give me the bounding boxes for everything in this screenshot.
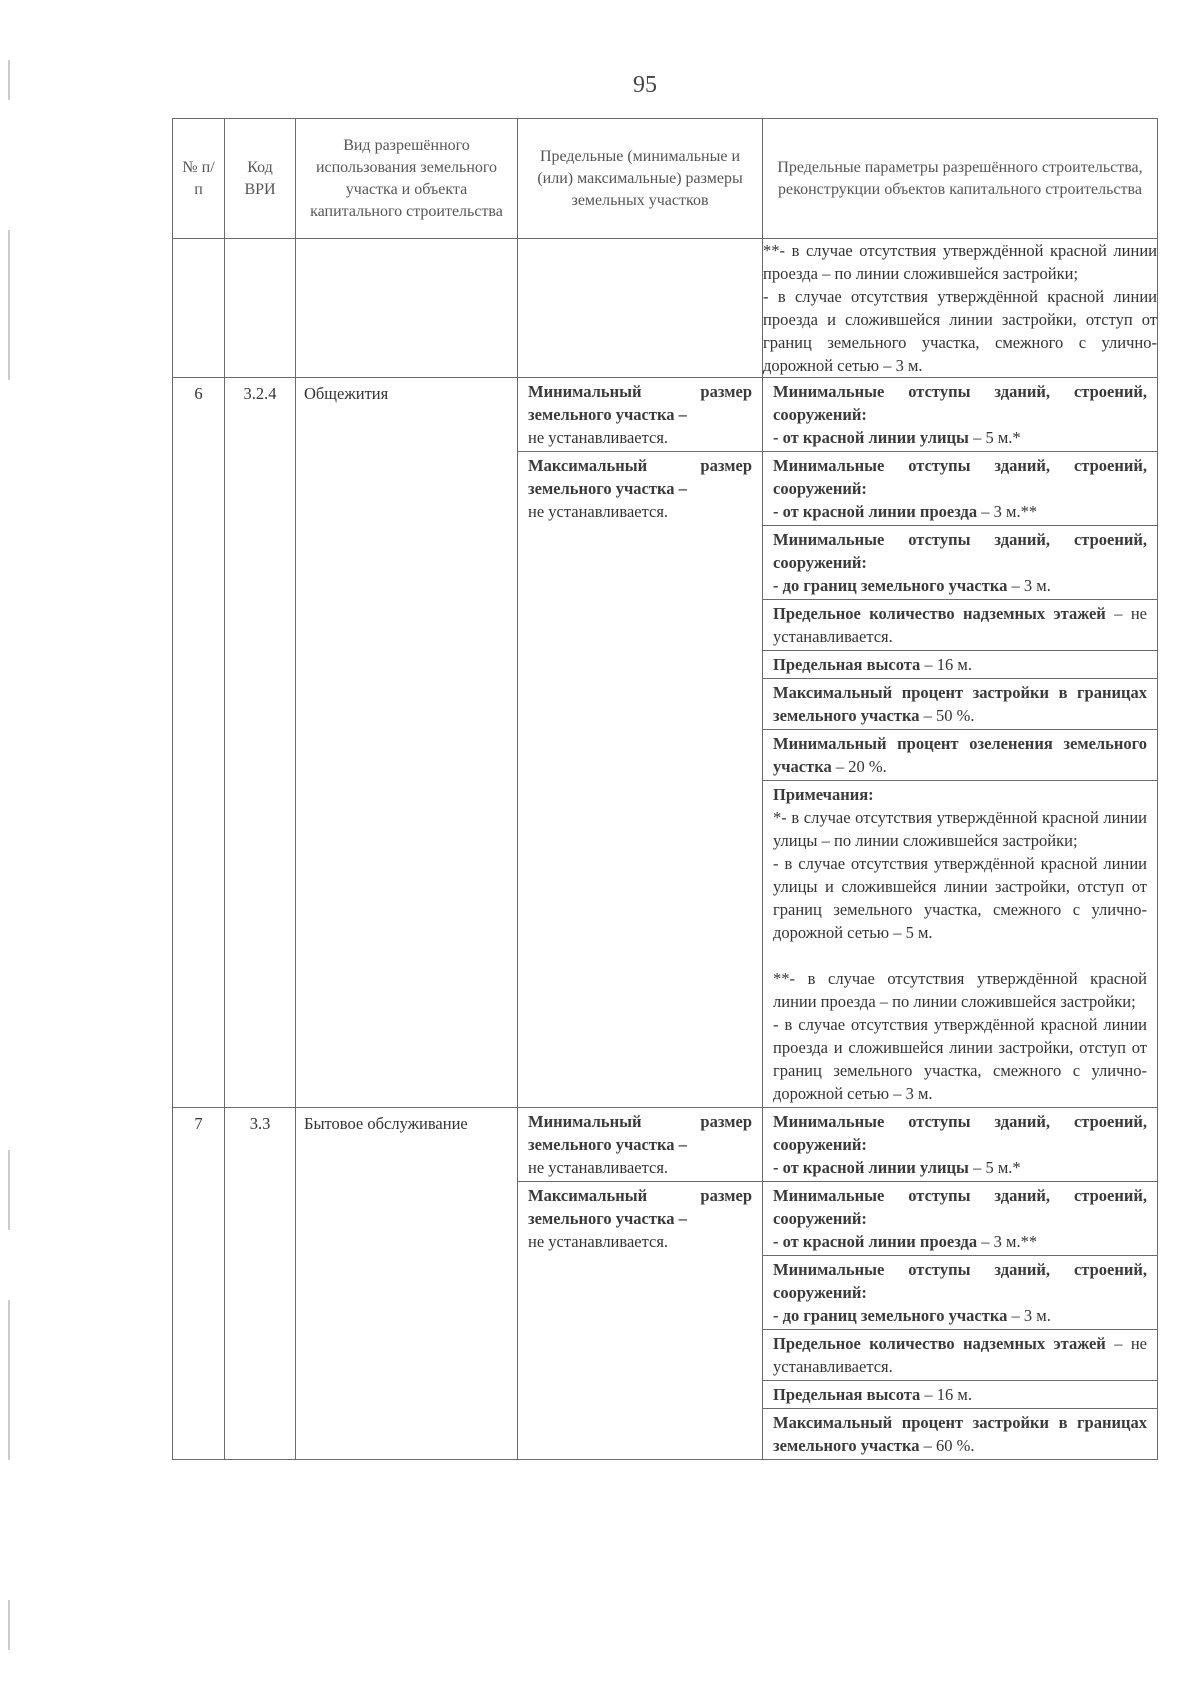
- param-item: Минимальные отступы зданий, строений, сооружений: - до границ земельного участка – 3 м.: [763, 1255, 1157, 1329]
- param-item: Минимальный процент озеленения земельного участка – 20 %.: [763, 729, 1157, 780]
- row-use-name: Общежития: [296, 378, 518, 1108]
- table-row-continuation: [173, 239, 1158, 378]
- row-plot-sizes: [518, 378, 763, 1108]
- size-item: [518, 378, 762, 451]
- row-number: 7: [173, 1108, 225, 1460]
- scan-edge-mark: [8, 60, 10, 100]
- param-item: Максимальный процент застройки в границах земельного участка – 50 %.: [763, 678, 1157, 729]
- param-item: Предельное количество надземных этажей – не устанавливается.: [763, 599, 1157, 650]
- param-item: Минимальные отступы зданий, строений, сооружений: - от красной линии улицы – 5 м.*: [773, 382, 1147, 447]
- size-label: Минимальный размер земельного участка –: [528, 1112, 752, 1154]
- scan-edge-mark: [8, 1300, 10, 1460]
- notes-block: [763, 780, 1157, 1107]
- size-label: Максимальный размер земельного участка –: [528, 1186, 752, 1228]
- row-build-params: [763, 1108, 1158, 1460]
- scan-edge-mark: [8, 1600, 10, 1650]
- header-code: Код ВРИ: [225, 119, 296, 239]
- header-build-params: Предельные параметры разрешённого строительства, реконструкции объектов капитального строительства: [763, 119, 1158, 239]
- param-item: Предельная высота – 16 м.: [763, 1380, 1157, 1408]
- size-item: [518, 1108, 762, 1181]
- param-item: Максимальный процент застройки в границах земельного участка – 60 %.: [763, 1408, 1157, 1459]
- param-item: Минимальные отступы зданий, строений, сооружений: - от красной линии проезда – 3 м.**: [763, 451, 1157, 525]
- row-use-name: Бытовое обслуживание: [296, 1108, 518, 1460]
- table-row: [173, 378, 1158, 1108]
- size-value: не устанавливается.: [528, 502, 669, 521]
- row-code: 3.3: [225, 1108, 296, 1460]
- note-gap: [773, 944, 1147, 967]
- param-item: Предельная высота – 16 м.: [763, 650, 1157, 678]
- note-text: *- в случае отсутствия утверждённой красной линии улицы – по линии сложившейся застройки;: [773, 808, 1147, 850]
- regulations-table: [172, 118, 1158, 1460]
- row-code: 3.2.4: [225, 378, 296, 1108]
- row-number: 6: [173, 378, 225, 1108]
- size-value: не устанавливается.: [528, 1232, 669, 1251]
- note-text: - в случае отсутствия утверждённой красной линии улицы и сложившейся линии застройки, отступ от границ земельного участка, смежного с улично-дорожной сетью – 5 м.: [773, 854, 1147, 942]
- notes-title: Примечания:: [773, 785, 874, 804]
- table-row: [173, 1108, 1158, 1460]
- size-item: [518, 1181, 762, 1255]
- param-item: Минимальные отступы зданий, строений, сооружений: - до границ земельного участка – 3 м.: [763, 525, 1157, 599]
- page-number: 95: [633, 72, 657, 98]
- header-plot-sizes: Предельные (минимальные и (или) максимальные) размеры земельных участков: [518, 119, 763, 239]
- row-plot-sizes: [518, 1108, 763, 1460]
- header-use-type: Вид разрешённого использования земельного участка и объекта капитального строительства: [296, 119, 518, 239]
- note-text: - в случае отсутствия утверждённой красной линии проезда и сложившейся линии застройки, отступ от границ земельного участка, смежного с улично-дорожной сетью – 3 м.: [763, 287, 1157, 375]
- note-text: **- в случае отсутствия утверждённой красной линии проезда – по линии сложившейся застройки;: [763, 241, 1157, 283]
- size-label: Минимальный размер земельного участка –: [528, 382, 752, 424]
- scan-edge-mark: [8, 230, 10, 380]
- size-item: [518, 451, 762, 525]
- continuation-notes: [763, 239, 1158, 378]
- scan-edge-mark: [8, 1150, 10, 1230]
- table-header-row: [173, 119, 1158, 239]
- size-value: не устанавливается.: [528, 1158, 669, 1177]
- param-item: Предельное количество надземных этажей – не устанавливается.: [763, 1329, 1157, 1380]
- row-build-params: [763, 378, 1158, 1108]
- note-text: **- в случае отсутствия утверждённой красной линии проезда – по линии сложившейся застройки;: [773, 969, 1147, 1011]
- param-item: Минимальные отступы зданий, строений, сооружений: - от красной линии улицы – 5 м.*: [773, 1112, 1147, 1177]
- header-number: № п/п: [173, 119, 225, 239]
- note-text: - в случае отсутствия утверждённой красной линии проезда и сложившейся линии застройки, отступ от границ земельного участка, смежного с улично-дорожной сетью – 3 м.: [773, 1015, 1147, 1103]
- size-value: не устанавливается.: [528, 428, 669, 447]
- size-label: Максимальный размер земельного участка –: [528, 456, 752, 498]
- param-item: Минимальные отступы зданий, строений, сооружений: - от красной линии проезда – 3 м.**: [763, 1181, 1157, 1255]
